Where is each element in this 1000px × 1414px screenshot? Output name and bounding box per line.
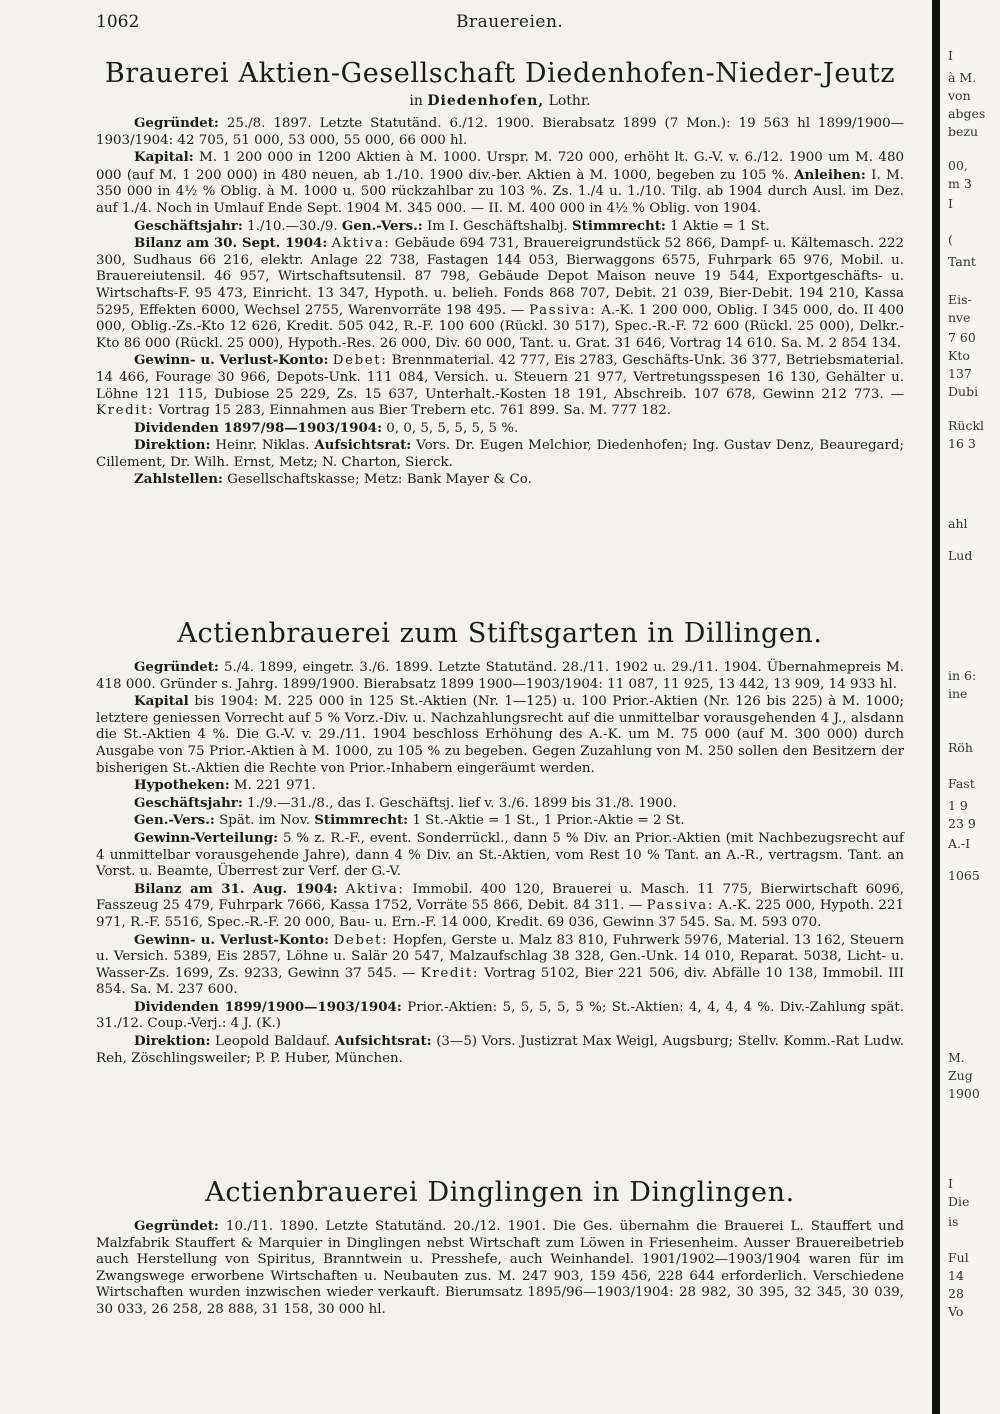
paragraph-text: 1./10.—30./9. bbox=[247, 218, 338, 234]
next-page-fragment: ahl bbox=[948, 516, 968, 531]
article-title: Brauerei Aktien-Gesellschaft Diedenhofen-Nieder-Jeutz bbox=[104, 58, 896, 89]
paragraph-label: Dividenden 1897/98—1903/1904: bbox=[134, 419, 383, 436]
paragraph-gen-vers bbox=[96, 812, 904, 830]
paragraph-zahlstellen bbox=[96, 471, 904, 489]
paragraph-text: Gesellschaftskasse; Metz: Bank Mayer & Co. bbox=[227, 472, 532, 488]
paragraph-label: Gegründet: bbox=[134, 115, 219, 131]
paragraph-text: Vortrag 15 283, Einnahmen aus Bier Trebern etc. 761 899. Sa. M. 777 182. bbox=[158, 403, 672, 419]
running-head bbox=[96, 12, 904, 36]
paragraph-gegruendet bbox=[96, 115, 904, 149]
next-page-fragment: Eis- bbox=[948, 292, 972, 307]
paragraph-label: Hypotheken: bbox=[134, 777, 230, 794]
paragraph-text: Heinr. Niklas. bbox=[215, 438, 310, 454]
next-page-fragment: 137 bbox=[948, 366, 972, 381]
paragraph-direktion bbox=[96, 1033, 904, 1067]
paragraph-sublabel: Kredit: bbox=[420, 965, 480, 981]
paragraph-label: Stimmrecht: bbox=[314, 812, 409, 829]
paragraph-text: Prior.-Aktien: 5, 5, 5, 5, 5 %; St.-Aktien: 4, 4, 4, 4 %. Div.-Zahlung spät. 31./12. Coup.-Verj.: 4 J. (K.) bbox=[96, 999, 904, 1032]
location-prefix: in bbox=[409, 93, 423, 109]
next-page-fragment: ( bbox=[948, 232, 953, 247]
next-page-fragment: Rückl bbox=[948, 418, 985, 433]
next-page-fragment: M. bbox=[948, 1050, 965, 1065]
paragraph-text: Brennmaterial. 42 777, Eis 2783, Geschäfts-Unk. 36 377, Betriebsmaterial. 14 466, Fourage 30 966, Depots-Unk. 111 084, Versich. u. Steuern 21 977, Vertretungsspesen 16 130, Gehälter u. Löhne 121 115, Dubiose 25 229, Zs. 15 637, Unterhalt.-Kosten 18 191, Abschreib. 107 678, Gewinn 212 773. — bbox=[96, 353, 904, 402]
paragraph-gewinn-verlust bbox=[96, 932, 904, 999]
article-dinglingen bbox=[96, 1177, 904, 1319]
article-title: Actienbrauerei Dinglingen in Dinglingen. bbox=[205, 1177, 795, 1208]
next-page-fragment: ine bbox=[948, 686, 968, 701]
paragraph-label: Stimmrecht: bbox=[572, 217, 666, 234]
paragraph-sublabel: Aktiva: bbox=[331, 236, 391, 252]
paragraph-text: (3—5) Vors. Justizrat Max Weigl, Augsburg; Stellv. Komm.-Rat Ludw. Reh, Zöschlingsweiler; P. P. Huber, München. bbox=[96, 1034, 904, 1066]
paragraph-gewinn-verteilung bbox=[96, 830, 904, 881]
paragraph-text: A.-K. 225 000, Hypoth. 221 971, R.-F. 5516, Spec.-R.-F. 20 000, Bau- u. Ern.-F. 14 000, Kredit. 69 036, Gewinn 37 545. Sa. M. 593 070. bbox=[96, 898, 904, 930]
paragraph-label: Aufsichtsrat: bbox=[314, 437, 412, 454]
article-title: Actienbrauerei zum Stiftsgarten in Dillingen. bbox=[177, 618, 823, 649]
paragraph-text: M. 221 971. bbox=[233, 778, 316, 794]
paragraph-gegruendet bbox=[96, 1218, 904, 1319]
next-page-fragment: I bbox=[948, 48, 953, 63]
next-page-fragment: I bbox=[948, 1176, 953, 1191]
paragraph-label: Gewinn-Verteilung: bbox=[134, 829, 279, 846]
next-page-fragment: Dubi bbox=[948, 384, 979, 399]
article-dillingen bbox=[96, 618, 904, 1067]
next-page-fragment: 23 9 bbox=[948, 816, 976, 831]
paragraph-text: 1 St.-Aktie = 1 St., 1 Prior.-Aktie = 2 St. bbox=[412, 813, 685, 829]
next-page-fragment: von bbox=[948, 88, 971, 103]
next-page-fragment: Lud bbox=[948, 548, 973, 563]
paragraph-bilanz bbox=[96, 235, 904, 352]
next-page-fragment: nve bbox=[948, 310, 971, 325]
paragraph-text: 0, 0, 5, 5, 5, 5, 5 %. bbox=[386, 420, 519, 436]
article-body bbox=[96, 1218, 904, 1319]
next-page-fragment: 1 9 bbox=[948, 798, 968, 813]
next-page-fragment: à M. bbox=[948, 70, 977, 85]
paragraph-sublabel: Aktiva: bbox=[345, 881, 405, 897]
paragraph-text: 25./8. 1897. Letzte Statutänd. 6./12. 1900. Bierabsatz 1899 (7 Mon.): 19 563 hl 1899/1900—1903/1904: 42 705, 51 000, 53 000, 55 000, 66 000 hl. bbox=[96, 116, 904, 148]
paragraph-sublabel: Passiva: bbox=[646, 898, 714, 914]
next-page-fragment: Die bbox=[948, 1194, 970, 1209]
next-page-fragment: Ful bbox=[948, 1250, 969, 1265]
paragraph-label: Gewinn- u. Verlust-Konto: bbox=[134, 352, 329, 369]
paragraph-geschaeftsjahr bbox=[96, 795, 904, 813]
paragraph-label: Direktion: bbox=[134, 437, 211, 454]
paragraph-text: A.-K. 1 200 000, Oblig. I 345 000, do. II 400 000, Oblig.-Zs.-Kto 12 626, Kredit. 505 042, R.-F. 100 600 (Rückl. 30 517), Spec.-R.-F. 72 600 (Rückl. 25 000), Delkr.-Kto 86 000 (Rückl. 25 000), Hypoth.-Res. 26 000, Div. 60 000, Tant. u. Grat. 31 646, Vortrag 14 610. Sa. M. 2 854 134. bbox=[96, 302, 904, 351]
next-page-fragment: Fast bbox=[948, 776, 975, 791]
paragraph-label: Gen.-Vers.: bbox=[341, 217, 423, 234]
paragraph-text: Hopfen, Gerste u. Malz 83 810, Fuhrwerk 5976, Material. 13 162, Steuern u. Versich. 5389, Eis 2857, Löhne u. Salär 20 547, Malzaufschlag 38 328, Gen.-Unk. 14 010, Reparat. 5038, Licht- u. Wasser-Zs. 1699, Zs. 9233, Gewinn 37 545. — bbox=[96, 932, 904, 981]
paragraph-label: Geschäftsjahr: bbox=[134, 217, 243, 234]
paragraph-text: I. M. 350 000 in 4½ % Oblig. à M. 1000 u. 500 rückzahlbar zu 103 %. Zs. 1./4 u. 1./10. Tilg. ab 1904 durch Ausl. im Dez. auf 1./4. Noch in Umlauf Ende Sept. 1904 M. 345 000. — II. M. 400 000 in 4½ % Oblig. von 1904. bbox=[96, 167, 904, 216]
paragraph-label: Direktion: bbox=[134, 1033, 211, 1050]
article-diedenhofen bbox=[96, 58, 904, 489]
paragraph-text: bis 1904: M. 225 000 in 125 St.-Aktien (Nr. 1—125) u. 100 Prior.-Aktien (Nr. 126 bis 225) à M. 1000; letztere geniessen Vorrecht auf 5 % Vorz.-Div. u. Nachzahlungsrecht auf die unmittelbar vorausgehenden 4 J., alsdann die St.-Aktien 4 %. Die G.-V. v. 29./11. 1904 beschloss Erhöhung des A.-K. um M. 75 000 (auf M. 300 000) durch Ausgabe von 75 Prior.-Aktien à M. 1000, zu 105 % zu begeben. Gegen Zuzahlung von M. 250 sollen den Besitzern der bisherigen St.-Aktien die Rechte von Prior.-Inhabern eingeräumt werden. bbox=[96, 694, 904, 776]
paragraph-dividenden bbox=[96, 420, 904, 438]
paragraph-text: 10./11. 1890. Letzte Statutänd. 20./12. 1901. Die Ges. übernahm die Brauerei L. Stauffert und Malzfabrik Stauffert & Marquier in Dinglingen nebst Wirtschaft zum Löwen in Friesenheim. Ausser Brauereibetrieb auch Herstellung von Spiritus, Branntwein u. Presshefe, auch Weinhandel. 1901/1902—1903/1904 waren für im Zwangswege erworbene Wirtschaften u. Neubauten zus. M. 247 903, 159 456, 228 644 erforderlich. Verschiedene Wirtschaften wurden inzwischen wieder verkauft. Bierumsatz 1895/96—1903/1904: 28 982, 30 395, 32 345, 30 039, 30 033, 26 258, 28 888, 31 158, 30 000 hl. bbox=[96, 1219, 904, 1317]
next-page-fragment: in 6: bbox=[948, 668, 977, 683]
paragraph-kapital bbox=[96, 149, 904, 217]
article-location bbox=[96, 93, 904, 109]
section-title: Brauereien. bbox=[456, 12, 564, 32]
paragraph-label: Dividenden 1899/1900—1903/1904: bbox=[134, 998, 402, 1015]
paragraph-sublabel: Debet: bbox=[332, 353, 388, 369]
paragraph-text: Im I. Geschäftshalbj. bbox=[427, 218, 568, 234]
paragraph-geschaeftsjahr bbox=[96, 218, 904, 236]
next-page-fragment: 28 bbox=[948, 1286, 964, 1301]
paragraph-bilanz bbox=[96, 881, 904, 932]
location-region: Lothr. bbox=[548, 93, 591, 109]
paragraph-label: Gewinn- u. Verlust-Konto: bbox=[134, 931, 329, 948]
next-page-fragment: Vo bbox=[948, 1304, 964, 1319]
next-page-fragment: 1065 bbox=[948, 868, 980, 883]
page-number: 1062 bbox=[96, 12, 140, 32]
next-page-fragment: is bbox=[948, 1214, 959, 1229]
paragraph-text: Gebäude 694 731, Brauereigrundstück 52 866, Dampf- u. Kältemasch. 222 300, Sudhaus 66 216, elektr. Anlage 22 738, Fastagen 144 053, Bierwaggons 6575, Fuhrpark 65 976, Mobil. u. Brauereiutensil. 46 957, Wirtschaftsutensil. 87 798, Gebäude Depot Maison neuve 19 544, Exportgeschäfts- u. Wirtschafts-F. 95 473, Einricht. 13 347, Hypoth. u. belieh. Fonds 868 707, Debit. 21 039, Bier-Debit. 194 210, Kassa 5295, Effekten 6000, Wechsel 2755, Warenvorräte 198 495. — bbox=[96, 236, 904, 318]
paragraph-label: Bilanz am 30. Sept. 1904: bbox=[134, 235, 328, 252]
paragraph-gegruendet bbox=[96, 659, 904, 693]
paragraph-label: Zahlstellen: bbox=[134, 471, 223, 488]
paragraph-text: Spät. im Nov. bbox=[219, 813, 310, 829]
paragraph-text: 5 % z. R.-F., event. Sonderrückl., dann 5 % Div. an Prior.-Aktien (mit Nachbezugsrecht auf 4 unmittelbar vorausgehende Jahre), dann 4 % Div. an St.-Aktien, vom Rest 10 % Tant. an A.-R., vertragsm. Tant. an Vorst. u. Beamte, Überrest zur Verf. der G.-V. bbox=[96, 830, 904, 880]
paragraph-label: Kapital bbox=[134, 693, 189, 710]
next-page-fragment: abges bbox=[948, 106, 986, 121]
article-body bbox=[96, 659, 904, 1067]
location-town: Diedenhofen, bbox=[427, 93, 545, 109]
paragraph-label: Bilanz am 31. Aug. 1904: bbox=[134, 880, 338, 897]
paragraph-text: Leopold Baldauf. bbox=[215, 1034, 331, 1050]
paragraph-label: Anleihen: bbox=[794, 166, 866, 183]
paragraph-hypotheken bbox=[96, 777, 904, 795]
next-page-fragment: 1900 bbox=[948, 1086, 980, 1101]
paragraph-label: Geschäftsjahr: bbox=[134, 794, 243, 811]
paragraph-label: Gen.-Vers.: bbox=[134, 812, 215, 829]
next-page-fragment: 7 60 bbox=[948, 330, 976, 345]
paragraph-label: Aufsichtsrat: bbox=[334, 1033, 432, 1050]
paragraph-direktion bbox=[96, 437, 904, 471]
next-page-fragment: Kto bbox=[948, 348, 970, 363]
next-page-fragment: Röh bbox=[948, 740, 973, 755]
next-page-fragment: bezu bbox=[948, 124, 979, 139]
article-body bbox=[96, 115, 904, 489]
page-edge-rule bbox=[932, 0, 940, 1414]
next-page-fragment: I bbox=[948, 196, 953, 211]
paragraph-label: Kapital: bbox=[134, 149, 194, 166]
paragraph-dividenden bbox=[96, 999, 904, 1033]
paragraph-text: 1./9.—31./8., das I. Geschäftsj. lief v. 3./6. 1899 bis 31./8. 1900. bbox=[247, 795, 677, 811]
paragraph-text: Vortrag 5102, Bier 221 506, div. Abfälle 10 138, Immobil. III 854. Sa. M. 237 600. bbox=[96, 965, 904, 998]
paragraph-text: 1 Aktie = 1 St. bbox=[670, 218, 770, 234]
next-page-fragment: Zug bbox=[948, 1068, 973, 1083]
next-page-fragment: A.-I bbox=[948, 836, 971, 851]
paragraph-text: Vors. Dr. Eugen Melchior, Diedenhofen; Ing. Gustav Denz, Beauregard; Cillement, Dr. Wilh. Ernst, Metz; N. Charton, Sierck. bbox=[96, 438, 905, 470]
next-page-fragment: 00, bbox=[948, 158, 968, 173]
next-page-fragment: m 3 bbox=[948, 176, 972, 191]
next-page-strip bbox=[944, 0, 1000, 1414]
next-page-fragment: 16 3 bbox=[948, 436, 976, 451]
paragraph-text: 5./4. 1899, eingetr. 3./6. 1899. Letzte Statutänd. 28./11. 1902 u. 29./11. 1904. Übernahmepreis M. 418 000. Gründer s. Jahrg. 1899/1900. Bierabsatz 1899 1900—1903/1904: 11 087, 11 925, 13 442, 13 909, 14 933 hl. bbox=[96, 660, 904, 692]
paragraph-text: M. 1 200 000 in 1200 Aktien à M. 1000. Urspr. M. 720 000, erhöht lt. G.-V. v. 6./12. 1900 um M. 480 000 (auf M. 1 200 000) in 480 neuen, ab 1./10. 1900 div.-ber. Aktien à M. 1000, begeben zu 105 %. bbox=[96, 150, 904, 183]
paragraph-sublabel: Kredit: bbox=[96, 403, 155, 419]
paragraph-sublabel: Debet: bbox=[333, 932, 389, 948]
next-page-fragment: 14 bbox=[948, 1268, 964, 1283]
page bbox=[96, 0, 904, 1414]
paragraph-label: Gegründet: bbox=[134, 659, 219, 675]
paragraph-gewinn-verlust bbox=[96, 352, 904, 419]
paragraph-label: Gegründet: bbox=[134, 1218, 219, 1234]
next-page-fragment: Tant bbox=[948, 254, 976, 269]
paragraph-text: Immobil. 400 120, Brauerei u. Masch. 11 775, Bierwirtschaft 6096, Fasszeug 25 479, Fuhrpark 7666, Kassa 1752, Vorräte 55 866, Debit. 84 311. — bbox=[96, 881, 904, 914]
paragraph-kapital bbox=[96, 693, 904, 777]
paragraph-sublabel: Passiva: bbox=[529, 302, 597, 318]
